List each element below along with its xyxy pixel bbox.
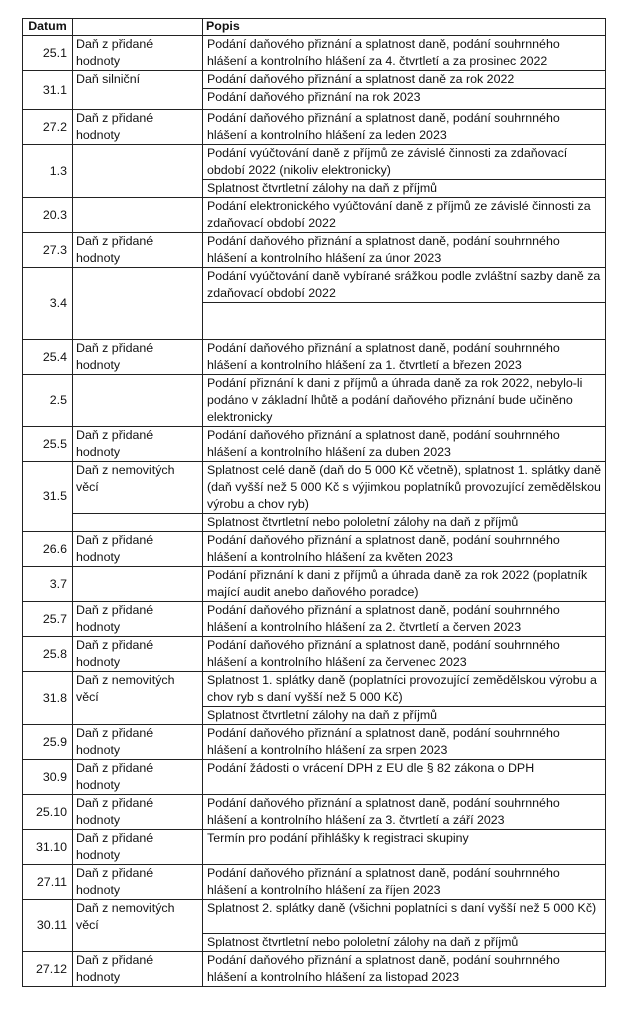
header-row [23, 19, 606, 36]
table-row [23, 268, 606, 303]
table-row [23, 145, 606, 180]
table-row [23, 900, 606, 934]
tax-type-cell: Daň z nemovitých věcí [73, 672, 203, 725]
date-cell: 1.3 [23, 145, 73, 198]
date-cell: 25.9 [23, 725, 73, 760]
tax-type-cell: Daň z přidané hodnoty [73, 427, 203, 462]
table-row [23, 865, 606, 900]
tax-type-cell: Daň z přidané hodnoty [73, 795, 203, 830]
description-cell: Splatnost čtvrtletní zálohy na daň z příjmů [203, 180, 606, 198]
date-cell: 25.5 [23, 427, 73, 462]
date-cell: 26.6 [23, 532, 73, 567]
description-cell: Podání daňového přiznání a splatnost daně, podání souhrnného hlášení a kontrolního hlášení za 1. čtvrtletí a březen 2023 [203, 340, 606, 375]
date-cell: 30.9 [23, 760, 73, 795]
description-cell: Podání daňového přiznání a splatnost daně, podání souhrnného hlášení a kontrolního hlášení za červenec 2023 [203, 637, 606, 672]
description-cell: Podání daňového přiznání a splatnost daně, podání souhrnného hlášení a kontrolního hlášení za únor 2023 [203, 233, 606, 268]
date-cell: 27.11 [23, 865, 73, 900]
date-cell: 25.1 [23, 36, 73, 71]
description-cell: Podání daňového přiznání a splatnost daně, podání souhrnného hlášení a kontrolního hlášení za listopad 2023 [203, 952, 606, 987]
tax-type-cell [73, 198, 203, 233]
header-type [73, 19, 203, 36]
date-cell: 25.4 [23, 340, 73, 375]
table-row [23, 532, 606, 567]
tax-type-cell: Daň z přidané hodnoty [73, 36, 203, 71]
date-cell: 2.5 [23, 375, 73, 427]
date-cell: 3.4 [23, 268, 73, 340]
table-row [23, 830, 606, 865]
description-cell: Podání daňového přiznání a splatnost daně, podání souhrnného hlášení a kontrolního hlášení za srpen 2023 [203, 725, 606, 760]
table-row [23, 198, 606, 233]
date-cell: 31.5 [23, 462, 73, 532]
tax-type-cell: Daň z přidané hodnoty [73, 637, 203, 672]
header-description: Popis [203, 19, 606, 36]
description-cell [203, 303, 606, 340]
date-cell: 27.3 [23, 233, 73, 268]
date-cell: 25.10 [23, 795, 73, 830]
description-cell: Podání vyúčtování daně z příjmů ze závislé činnosti za zdaňovací období 2022 (nikoliv elektronicky) [203, 145, 606, 180]
tax-type-cell: Daň z přidané hodnoty [73, 952, 203, 987]
table-row [23, 602, 606, 637]
description-cell: Podání daňového přiznání a splatnost daně, podání souhrnného hlášení a kontrolního hlášení za duben 2023 [203, 427, 606, 462]
date-cell: 27.12 [23, 952, 73, 987]
table-row [23, 375, 606, 427]
description-cell: Podání daňového přiznání na rok 2023 [203, 89, 606, 110]
table-row [23, 672, 606, 707]
tax-type-cell [73, 567, 203, 602]
table-row [23, 795, 606, 830]
description-cell: Podání vyúčtování daně vybírané srážkou podle zvláštní sazby daně za zdaňovací období 2022 [203, 268, 606, 303]
tax-type-cell: Daň z přidané hodnoty [73, 830, 203, 865]
description-cell: Splatnost celé daně (daň do 5 000 Kč včetně), splatnost 1. splátky daně (daň vyšší než 5 000 Kč s výjimkou poplatníků provozující zemědělskou výrobu a chov ryb) [203, 462, 606, 514]
table-row [23, 567, 606, 602]
description-cell: Podání daňového přiznání a splatnost daně, podání souhrnného hlášení a kontrolního hlášení za 3. čtvrtletí a září 2023 [203, 795, 606, 830]
description-cell: Splatnost 2. splátky daně (všichni poplatníci s daní vyšší než 5 000 Kč) [203, 900, 606, 934]
date-cell: 25.7 [23, 602, 73, 637]
tax-type-cell [73, 145, 203, 198]
description-cell: Splatnost čtvrtletní zálohy na daň z příjmů [203, 707, 606, 725]
tax-type-cell: Daň z přidané hodnoty [73, 340, 203, 375]
date-cell: 31.8 [23, 672, 73, 725]
tax-type-cell: Daň silniční [73, 71, 203, 110]
description-cell: Podání daňového přiznání a splatnost daně, podání souhrnného hlášení a kontrolního hlášení za 4. čtvrtletí a za prosinec 2022 [203, 36, 606, 71]
table-row [23, 462, 606, 514]
table-row [23, 36, 606, 71]
table-row [23, 71, 606, 89]
tax-type-cell: Daň z přidané hodnoty [73, 602, 203, 637]
table-row [23, 514, 606, 532]
description-cell: Podání žádosti o vrácení DPH z EU dle § 82 zákona o DPH [203, 760, 606, 795]
date-cell: 30.11 [23, 900, 73, 952]
tax-type-cell: Daň z nemovitých věcí [73, 900, 203, 952]
description-cell: Podání daňového přiznání a splatnost daně za rok 2022 [203, 71, 606, 89]
header-date: Datum [23, 19, 73, 36]
table-row [23, 725, 606, 760]
tax-type-cell: Daň z přidané hodnoty [73, 760, 203, 795]
description-cell: Podání daňového přiznání a splatnost daně, podání souhrnného hlášení a kontrolního hlášení za leden 2023 [203, 110, 606, 145]
table-row [23, 760, 606, 795]
date-cell: 31.1 [23, 71, 73, 110]
tax-calendar-table [22, 18, 606, 987]
tax-type-cell [73, 375, 203, 427]
description-cell: Podání elektronického vyúčtování daně z příjmů ze závislé činnosti za zdaňovací období 2022 [203, 198, 606, 233]
description-cell: Podání přiznání k dani z příjmů a úhrada daně za rok 2022, nebylo-li podáno v základní lhůtě a podání daňového přiznání bude učiněno elektronicky [203, 375, 606, 427]
table-row [23, 952, 606, 987]
table-row [23, 233, 606, 268]
tax-type-cell: Daň z přidané hodnoty [73, 865, 203, 900]
description-cell: Splatnost 1. splátky daně (poplatníci provozující zemědělskou výrobu a chov ryb s daní vyšší než 5 000 Kč) [203, 672, 606, 707]
table-row [23, 340, 606, 375]
table-row [23, 427, 606, 462]
tax-type-cell: Daň z přidané hodnoty [73, 233, 203, 268]
tax-type-cell: Daň z přidané hodnoty [73, 110, 203, 145]
tax-type-cell: Daň z přidané hodnoty [73, 725, 203, 760]
table-row [23, 110, 606, 145]
date-cell: 31.10 [23, 830, 73, 865]
description-cell: Termín pro podání přihlášky k registraci skupiny [203, 830, 606, 865]
description-cell: Podání daňového přiznání a splatnost daně, podání souhrnného hlášení a kontrolního hlášení za 2. čtvrtletí a červen 2023 [203, 602, 606, 637]
description-cell: Splatnost čtvrtletní nebo pololetní zálohy na daň z příjmů [203, 514, 606, 532]
description-cell: Splatnost čtvrtletní nebo pololetní zálohy na daň z příjmů [203, 934, 606, 952]
table-row [23, 637, 606, 672]
description-cell: Podání daňového přiznání a splatnost daně, podání souhrnného hlášení a kontrolního hlášení za květen 2023 [203, 532, 606, 567]
description-cell: Podání přiznání k dani z příjmů a úhrada daně za rok 2022 (poplatník mající audit anebo daňového poradce) [203, 567, 606, 602]
date-cell: 25.8 [23, 637, 73, 672]
date-cell: 27.2 [23, 110, 73, 145]
tax-type-cell: Daň z přidané hodnoty [73, 532, 203, 567]
tax-type-cell [73, 514, 203, 532]
description-cell: Podání daňového přiznání a splatnost daně, podání souhrnného hlášení a kontrolního hlášení za říjen 2023 [203, 865, 606, 900]
tax-type-cell: Daň z nemovitých věcí [73, 462, 203, 514]
date-cell: 3.7 [23, 567, 73, 602]
date-cell: 20.3 [23, 198, 73, 233]
tax-type-cell [73, 268, 203, 340]
